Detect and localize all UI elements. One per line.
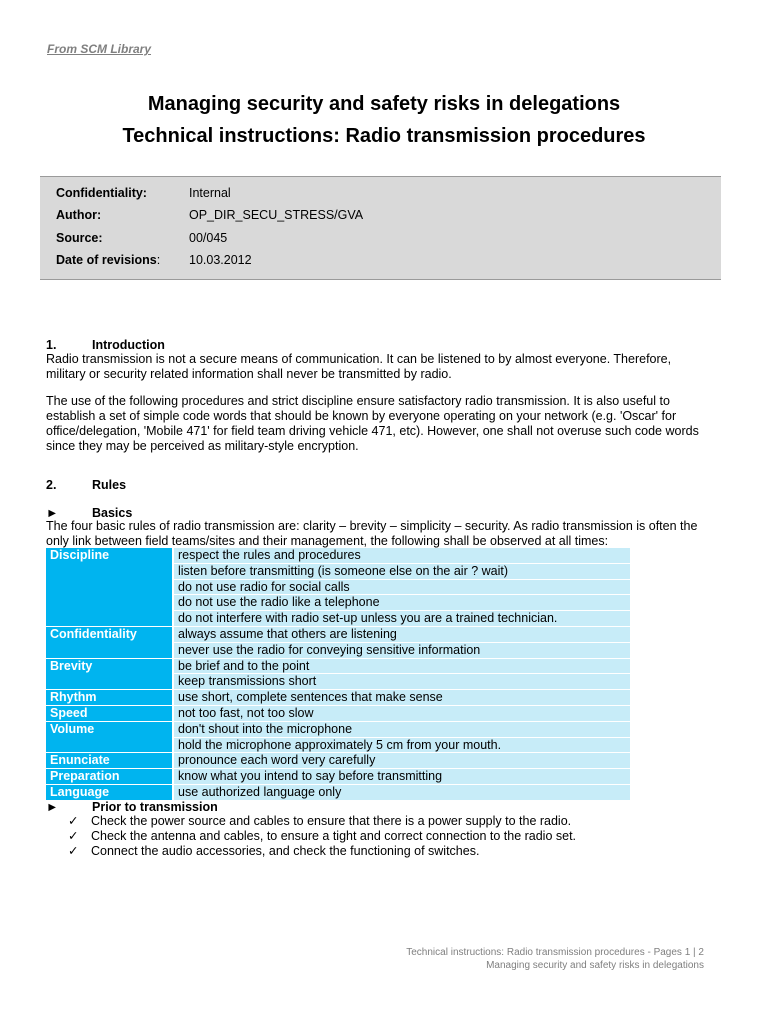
check-mark-icon: ✓ xyxy=(68,844,79,858)
rule-category: Brevity xyxy=(46,658,173,690)
rules-table-row xyxy=(46,658,630,674)
rule-category: Volume xyxy=(46,721,173,753)
rule-category: Language xyxy=(46,784,173,800)
section-heading-introduction: 1. Introduction xyxy=(46,338,165,352)
rule-category: Speed xyxy=(46,705,173,721)
rule-category: Enunciate xyxy=(46,753,173,769)
meta-value: OP_DIR_SECU_STRESS/GVA xyxy=(189,208,364,222)
rule-item: respect the rules and procedures xyxy=(173,548,630,563)
rule-category: Discipline xyxy=(46,548,173,626)
rules-table-row xyxy=(46,721,630,737)
rule-item: do not use the radio like a telephone xyxy=(173,595,630,611)
rule-category: Confidentiality xyxy=(46,626,173,658)
meta-label: Date of revisions: xyxy=(56,253,161,267)
meta-value: 00/045 xyxy=(189,231,228,245)
rules-table-row xyxy=(46,753,630,769)
rules-table-row xyxy=(46,626,630,642)
rules-table-row xyxy=(46,705,630,721)
basics-paragraph: The four basic rules of radio transmission are: clarity – brevity – simplicity – security. As radio transmission is often the only link between field teams/sites and their management, the following shall be observed at all times: xyxy=(46,519,698,548)
meta-label: Confidentiality: xyxy=(56,186,147,200)
checklist-item: ✓ Check the power source and cables to ensure that there is a power supply to the radio. xyxy=(68,814,572,828)
rules-table-row xyxy=(46,548,630,563)
subheading-prior-to-transmission: ► Prior to transmission xyxy=(46,800,218,814)
meta-value: 10.03.2012 xyxy=(189,253,252,267)
rules-table xyxy=(46,548,630,801)
checklist-item: ✓ Check the antenna and cables, to ensure a tight and correct connection to the radio set. xyxy=(68,829,577,843)
footer-document-name: Managing security and safety risks in delegations xyxy=(486,960,704,971)
rule-item: use short, complete sentences that make sense xyxy=(173,690,630,706)
rule-item: always assume that others are listening xyxy=(173,626,630,642)
bullet-arrow-icon: ► xyxy=(46,506,59,520)
scm-library-link[interactable]: From SCM Library xyxy=(47,42,152,56)
document-metadata-box xyxy=(40,176,721,280)
checklist xyxy=(46,814,576,859)
rule-item: use authorized language only xyxy=(173,784,630,800)
rule-item: do not interfere with radio set-up unless you are a trained technician. xyxy=(173,611,630,627)
subheading-basics: ► Basics xyxy=(46,506,133,520)
check-mark-icon: ✓ xyxy=(68,829,79,843)
intro-paragraph-2: The use of the following procedures and strict discipline ensure satisfactory radio transmission. It is also useful to establish a set of simple code words that should be known by everyone operating on your network (e.g. 'Oscar' for office/delegation, 'Mobile 471' for field team driving vehicle 471, etc). However, one shall not overuse such code words since they may be perceived as military-style encryption. xyxy=(46,394,699,453)
check-mark-icon: ✓ xyxy=(68,814,79,828)
bullet-arrow-icon: ► xyxy=(46,800,59,814)
rule-item: hold the microphone approximately 5 cm from your mouth. xyxy=(173,737,630,753)
section-heading-rules: 2. Rules xyxy=(46,478,127,492)
footer-page-info: Technical instructions: Radio transmission procedures - Pages 1 | 2 xyxy=(406,947,704,958)
document-title: Managing security and safety risks in delegations xyxy=(147,93,621,115)
rules-table-row xyxy=(46,690,630,706)
rules-table-row xyxy=(46,769,630,785)
meta-label: Source: xyxy=(56,231,103,245)
rule-item: don't shout into the microphone xyxy=(173,721,630,737)
rule-item: listen before transmitting (is someone else on the air ? wait) xyxy=(173,563,630,579)
rule-item: do not use radio for social calls xyxy=(173,579,630,595)
rule-item: never use the radio for conveying sensitive information xyxy=(173,642,630,658)
rules-table-row xyxy=(46,784,630,800)
intro-paragraph-1: Radio transmission is not a secure means of communication. It can be listened to by almost everyone. Therefore, military or security related information shall never be transmitted by radio. xyxy=(46,352,672,381)
rule-item: be brief and to the point xyxy=(173,658,630,674)
rule-category: Preparation xyxy=(46,769,173,785)
rule-item: not too fast, not too slow xyxy=(173,705,630,721)
rule-category: Rhythm xyxy=(46,690,173,706)
meta-value: Internal xyxy=(189,186,231,200)
checklist-item: ✓ Connect the audio accessories, and check the functioning of switches. xyxy=(68,844,480,858)
document-subtitle: Technical instructions: Radio transmission procedures xyxy=(122,125,646,147)
rule-item: pronounce each word very carefully xyxy=(173,753,630,769)
meta-label: Author: xyxy=(56,208,102,222)
rule-item: keep transmissions short xyxy=(173,674,630,690)
rule-item: know what you intend to say before transmitting xyxy=(173,769,630,785)
